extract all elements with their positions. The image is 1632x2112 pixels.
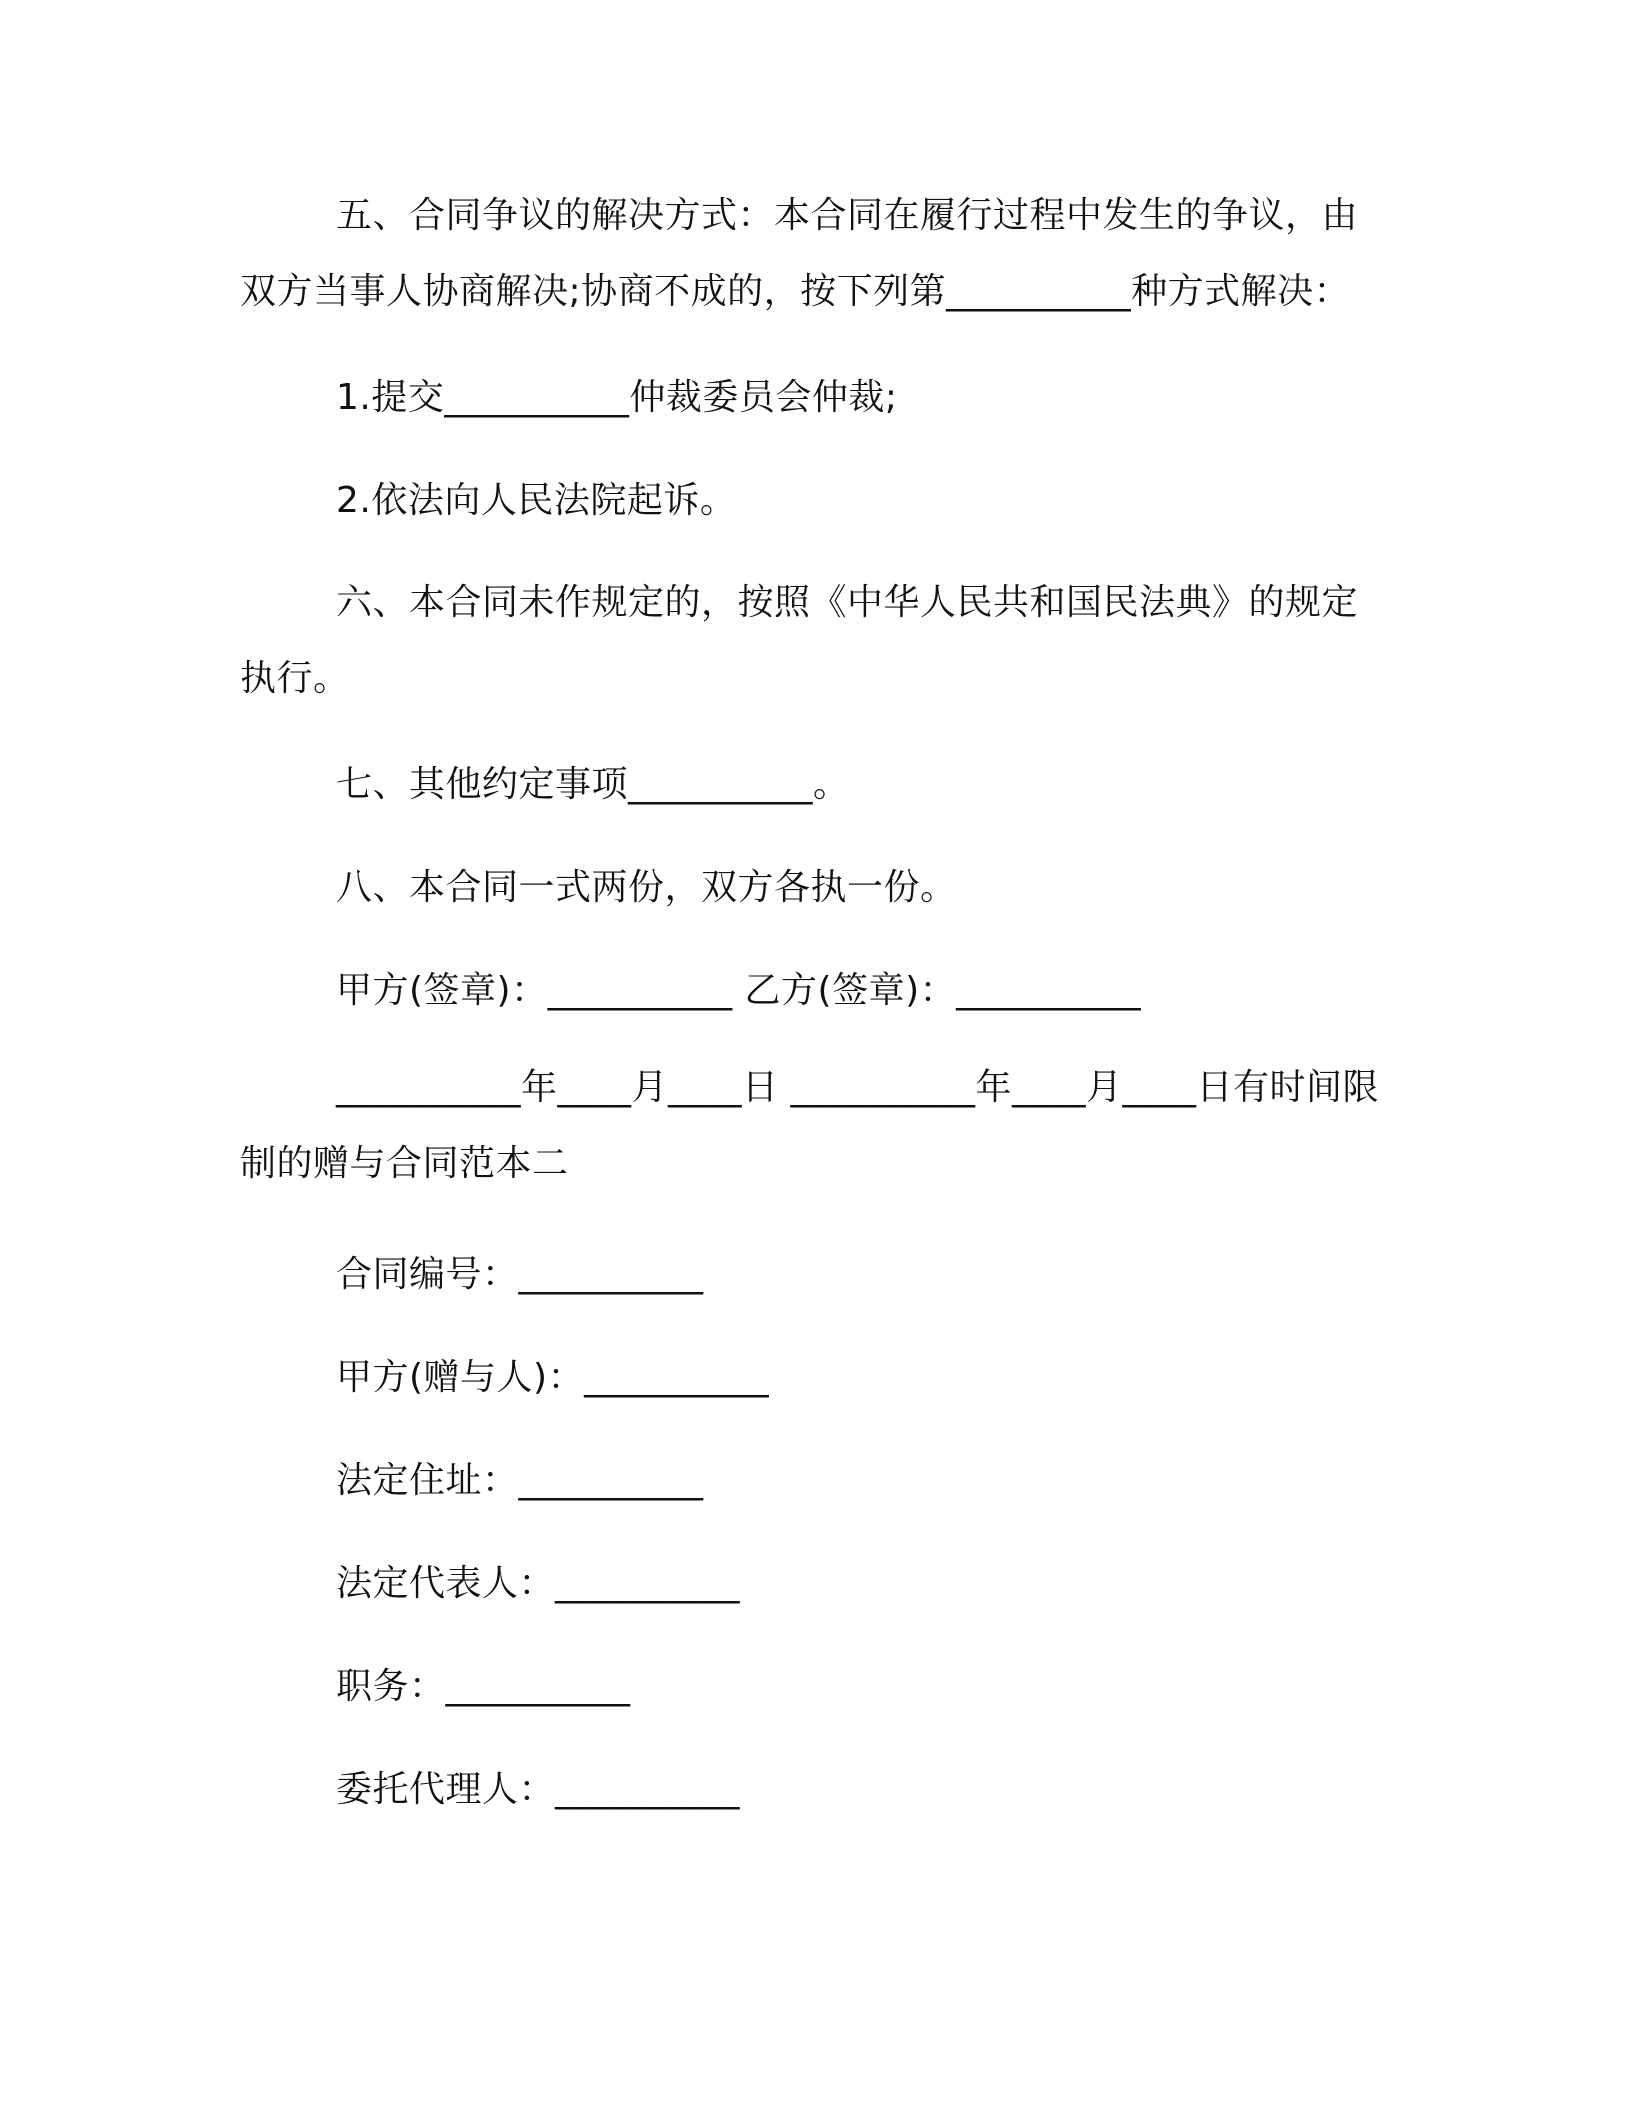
authorized-agent-field: 委托代理人：__________ — [336, 1769, 741, 1810]
date-line-and-sample-two-title: __________年____月____日 __________年____月____日有时间限制的赠与合同范本二 — [240, 1067, 1379, 1184]
legal-representative-field: 法定代表人：__________ — [336, 1563, 741, 1604]
clause-seven-other-matters: 七、其他约定事项__________。 — [336, 764, 850, 805]
signature-line: 甲方(签章)：__________ 乙方(签章)：__________ — [336, 970, 1142, 1011]
party-a-donor-field: 甲方(赠与人)：__________ — [336, 1357, 770, 1398]
contract-number-field: 合同编号：__________ — [336, 1254, 704, 1295]
clause-five-dispute-resolution: 五、合同争议的解决方式：本合同在履行过程中发生的争议，由双方当事人协商解决;协商不成的，按下列第__________种方式解决： — [240, 195, 1359, 312]
option-court: 2.依法向人民法院起诉。 — [336, 480, 737, 521]
clause-six-civil-code: 六、本合同未作规定的，按照《中华人民共和国民法典》的规定执行。 — [240, 582, 1359, 699]
clause-eight-copies: 八、本合同一式两份，双方各执一份。 — [336, 867, 957, 908]
legal-address-field: 法定住址：__________ — [336, 1460, 704, 1501]
position-field: 职务：__________ — [336, 1666, 631, 1707]
option-arbitration: 1.提交__________仲裁委员会仲裁; — [336, 377, 898, 418]
